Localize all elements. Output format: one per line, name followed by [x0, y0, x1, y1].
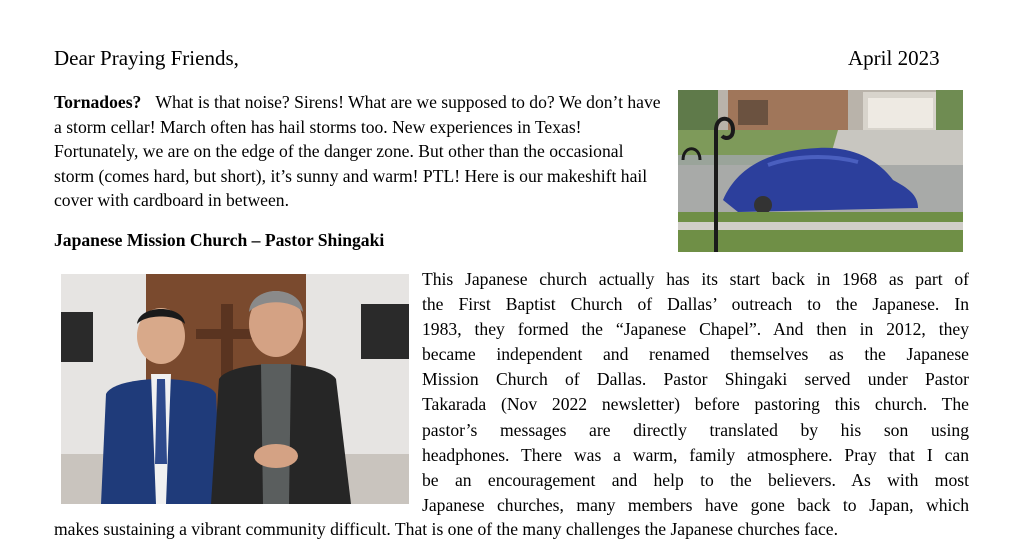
paragraph-line: be an encouragement and help to the believers. As with most [422, 469, 969, 490]
letter-date: April 2023 [848, 46, 940, 70]
paragraph-line: became independent and renamed themselves as the Japanese [422, 344, 969, 365]
paragraph-line: Mission Church of Dallas. Pastor Shingaki served under Pastor [422, 369, 969, 390]
mission-church-paragraph [422, 267, 969, 518]
paragraph-line: pastor’s messages are directly translated by his son using [422, 419, 969, 440]
paragraph-line: Takarada (Nov 2022 newsletter) before pastoring this church. The [422, 394, 969, 415]
pastor-photo [61, 274, 409, 504]
tornado-paragraph [54, 90, 666, 213]
car-hail-cover-photo [678, 90, 963, 252]
paragraph-last-line: makes sustaining a vibrant community difficult. That is one of the many challenges the Japanese churches face. [54, 519, 838, 539]
mission-church-heading: Japanese Mission Church – Pastor Shingaki [54, 230, 385, 250]
paragraph-line: Japanese churches, many members have gone back to Japan, which [422, 494, 969, 515]
tornado-body: What is that noise? Sirens! What are we supposed to do? We don’t have a storm cellar! March often has hail storms too. New experiences in Texas! Fortunately, we are on the edge of the danger zone. But other than the occasional storm (comes hard, but short), it’s sunny and warm! PTL! Here is our makeshift hail cover with cardboard in between. [54, 92, 661, 211]
greeting: Dear Praying Friends, [54, 46, 239, 70]
paragraph-line: This Japanese church actually has its start back in 1968 as part of [422, 269, 969, 289]
paragraph-line: the First Baptist Church of Dallas’ outreach to the Japanese. In [422, 294, 969, 315]
paragraph-line: 1983, they formed the “Japanese Chapel”. And then in 2012, they [422, 319, 969, 340]
paragraph-line: headphones. There was a warm, family atmosphere. Pray that I can [422, 444, 969, 465]
tornado-heading: Tornadoes? [54, 92, 142, 112]
